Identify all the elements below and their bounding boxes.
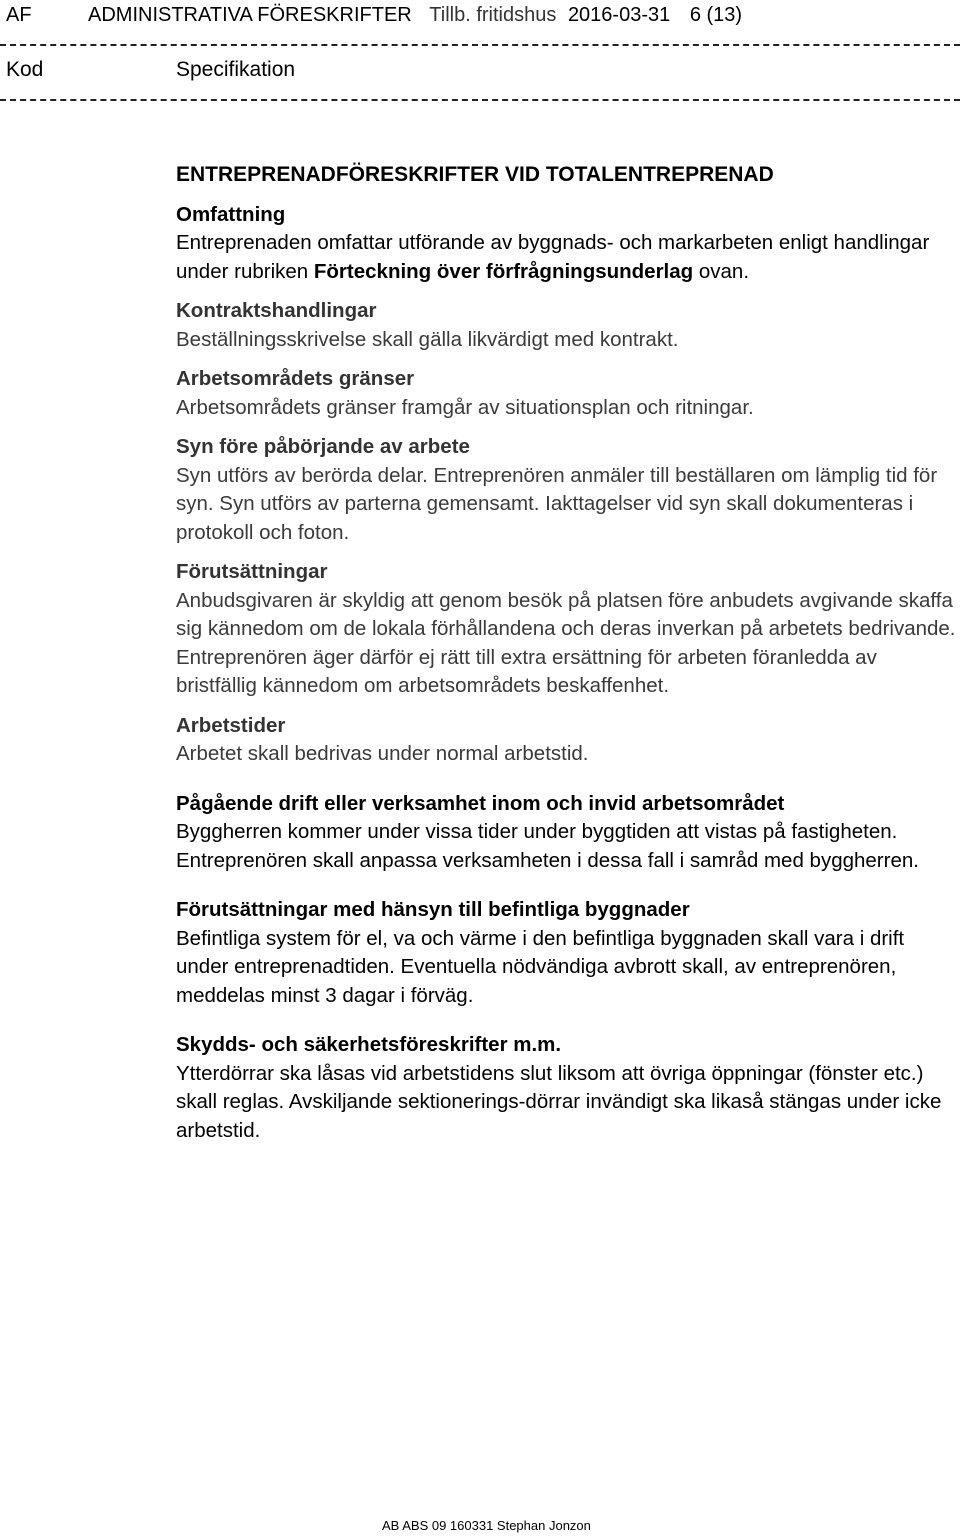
section-text: Befintliga system för el, va och värme i den befintliga byggnaden skall vara i drift under entreprenadtiden. Eventuella nödvändiga avbrott skall, av entreprenören, meddelas minst 3 dagar i förväg. xyxy=(176,926,905,1007)
section-omfattning xyxy=(176,201,960,287)
text-part: Entreprenaden omfattar utförande av byggnads- och markarbeten enligt handlingar under rubriken xyxy=(176,231,930,283)
section-heading: Omfattning xyxy=(176,202,286,226)
text-part: ovan. xyxy=(693,259,750,283)
column-kod: Kod xyxy=(6,58,44,81)
section-text xyxy=(176,229,960,286)
column-headers xyxy=(6,58,296,82)
section-sakerhetsforeskrifter xyxy=(176,1031,960,1145)
header-code: AF xyxy=(6,4,32,26)
header-title: ADMINISTRATIVA FÖRESKRIFTER xyxy=(88,4,412,26)
reference-bold: Förteckning över förfrågningsunderlag xyxy=(313,259,694,283)
header-subtitle: Tillb. fritidshus xyxy=(429,4,557,26)
section-heading: Syn före påbörjande av arbete xyxy=(176,435,470,458)
section-heading: Förutsättningar med hänsyn till befintliga byggnader xyxy=(176,898,690,921)
header-date: 2016-03-31 xyxy=(567,4,671,26)
header-page: 6 (13) xyxy=(689,4,743,26)
section-text: Arbetsområdets gränser framgår av situationsplan och ritningar. xyxy=(176,395,754,419)
section-syn xyxy=(176,433,960,547)
section-text: Ytterdörrar ska låsas vid arbetstidens slut liksom att övriga öppningar (fönster etc.) skall reglas. Avskiljande sektionerings-dörrar invändigt ska likaså stängas under icke arbetstid. xyxy=(176,1061,942,1142)
section-text: Syn utförs av berörda delar. Entreprenören anmäler till beställaren om lämplig tid för syn. Syn utförs av parterna gemensamt. Iakttagelser vid syn skall dokumenteras i protokoll och foton. xyxy=(176,463,938,544)
section-text: Byggherren kommer under vissa tider under byggtiden att vistas på fastigheten. Entreprenören skall anpassa verksamheten i dessa fall i samråd med byggherren. xyxy=(176,820,919,872)
section-pagaende-drift xyxy=(176,790,960,876)
header-divider-bottom xyxy=(0,99,960,101)
page-footer: AB ABS 09 160331 Stephan Jonzon xyxy=(382,1518,591,1533)
section-heading: Skydds- och säkerhetsföreskrifter m.m. xyxy=(176,1033,562,1056)
document-body xyxy=(176,161,960,1156)
page-header xyxy=(6,4,742,27)
section-text: Arbetet skall bedrivas under normal arbetstid. xyxy=(176,742,589,765)
section-kontraktshandlingar xyxy=(176,297,960,354)
section-arbetstider xyxy=(176,712,960,769)
section-arbetsomradets-granser xyxy=(176,365,960,422)
section-text: Anbudsgivaren är skyldig att genom besök på platsen före anbudets avgivande skaffa sig kännedom om de lokala förhållandena och deras inverkan på arbetets bedrivande. Entreprenören äger därför ej rätt till extra ersättning för arbeten föranledda av bristfällig kännedom om arbetsområdets beskaffenhet. xyxy=(176,588,956,697)
column-specification: Specifikation xyxy=(176,58,296,81)
document-title: ENTREPRENADFÖRESKRIFTER VID TOTALENTREPRENAD xyxy=(176,163,774,186)
section-befintliga-byggnader xyxy=(176,896,960,1010)
section-forutsattningar xyxy=(176,558,960,701)
section-heading: Pågående drift eller verksamhet inom och invid arbetsområdet xyxy=(176,791,785,815)
section-heading: Kontraktshandlingar xyxy=(176,299,377,322)
section-text: Beställningsskrivelse skall gälla likvärdigt med kontrakt. xyxy=(176,327,679,351)
section-heading: Arbetsområdets gränser xyxy=(176,367,415,390)
section-heading: Förutsättningar xyxy=(176,560,328,583)
header-divider-top xyxy=(0,44,960,46)
section-heading: Arbetstider xyxy=(176,713,286,737)
